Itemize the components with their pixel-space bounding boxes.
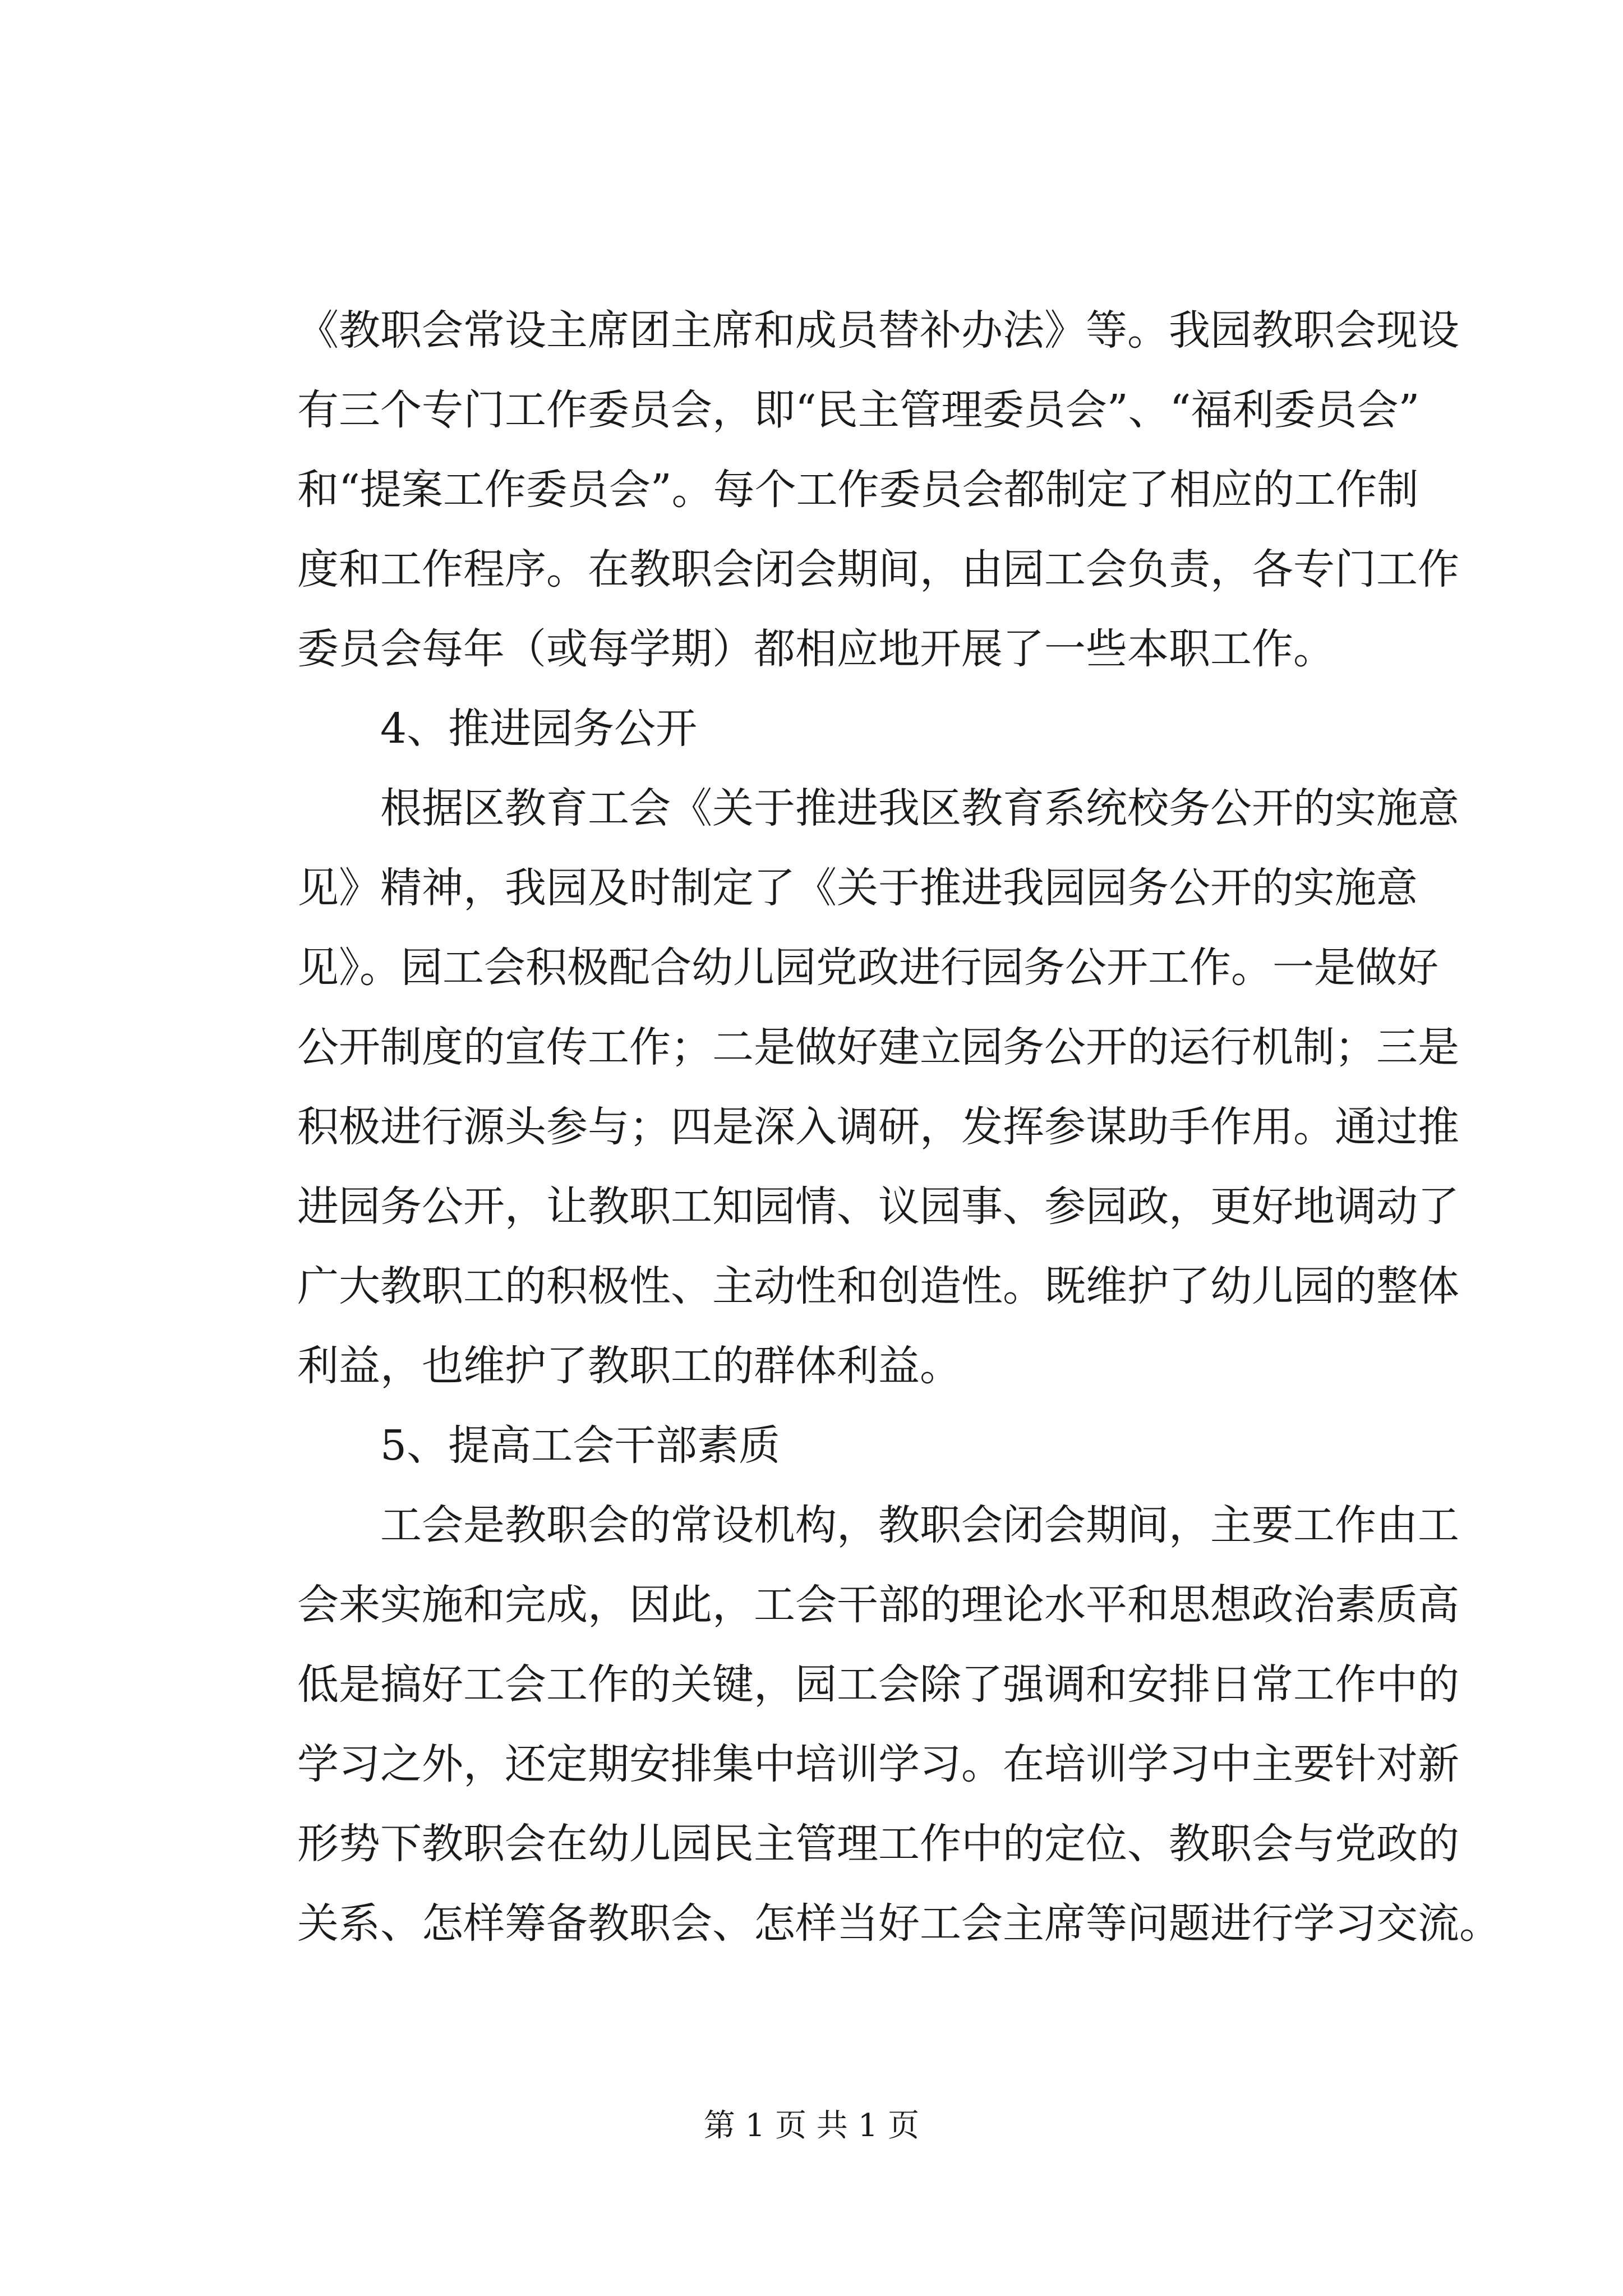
text-line: 见》。园工会积极配合幼儿园党政进行园务公开工作。一是做好 <box>297 944 1438 992</box>
paragraph-first-line: 工会是教职会的常设机构，教职会闭会期间，主要工作由工 <box>380 1501 1459 1549</box>
text-line: 会来实施和完成，因此，工会干部的理论水平和思想政治素质高 <box>297 1581 1459 1629</box>
body-text <box>297 291 1501 1963</box>
text-line: 和“提案工作委员会”。每个工作委员会都制定了相应的工作制 <box>297 466 1419 514</box>
text-line: 学习之外，还定期安排集中培训学习。在培训学习中主要针对新 <box>297 1740 1459 1788</box>
text-line: 广大教职工的积极性、主动性和创造性。既维护了幼儿园的整体 <box>297 1262 1459 1310</box>
text-line: 度和工作程序。在教职会闭会期间，由园工会负责，各专门工作 <box>297 545 1459 593</box>
text-line: 低是搞好工会工作的关键，园工会除了强调和安排日常工作中的 <box>297 1660 1459 1709</box>
text-line: 有三个专门工作委员会，即“民主管理委员会”、“福利委员会” <box>297 386 1420 434</box>
page-footer: 第 1 页 共 1 页 <box>703 2108 920 2144</box>
text-line: 公开制度的宣传工作；二是做好建立园务公开的运行机制；三是 <box>297 1023 1459 1071</box>
text-line: 进园务公开，让教职工知园情、议园事、参园政，更好地调动了 <box>297 1182 1459 1231</box>
paragraph-first-line: 4、推进园务公开 <box>380 705 698 753</box>
text-line: 见》精神，我园及时制定了《关于推进我园园务公开的实施意 <box>297 864 1418 912</box>
text-line: 委员会每年（或每学期）都相应地开展了一些本职工作。 <box>297 625 1335 673</box>
paragraph-first-line: 5、提高工会干部素质 <box>380 1421 781 1470</box>
paragraph-first-line: 根据区教育工会《关于推进我区教育系统校务公开的实施意 <box>380 784 1459 832</box>
text-line: 利益，也维护了教职工的群体利益。 <box>297 1342 961 1390</box>
text-line: 形势下教职会在幼儿园民主管理工作中的定位、教职会与党政的 <box>297 1820 1459 1868</box>
text-line: 《教职会常设主席团主席和成员替补办法》等。我园教职会现设 <box>297 306 1459 355</box>
text-line: 积极进行源头参与；四是深入调研，发挥参谋助手作用。通过推 <box>297 1103 1459 1151</box>
text-line: 关系、怎样筹备教职会、怎样当好工会主席等问题进行学习交流。 <box>297 1899 1501 1948</box>
